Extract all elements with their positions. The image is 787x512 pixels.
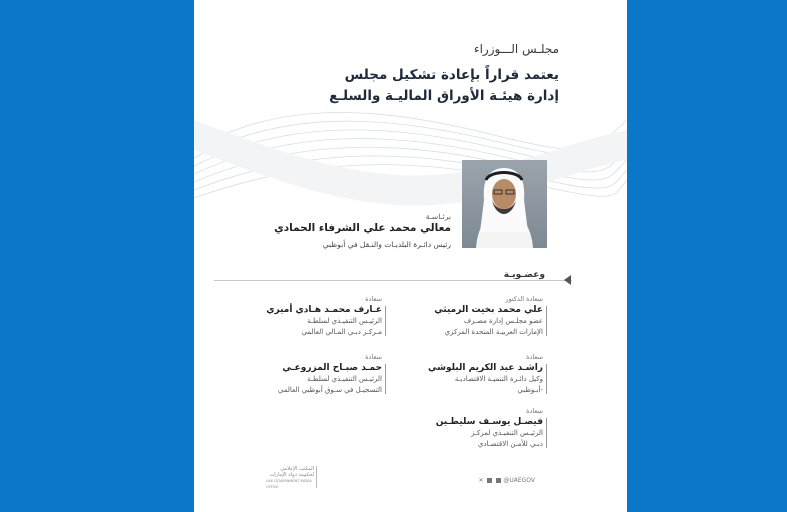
- member-card: [252, 295, 382, 337]
- social-handle: [479, 477, 535, 484]
- office-line-3: UAE GOVERNMENT MEDIA OFFICE: [266, 479, 312, 489]
- member-name: عـارف محمـد هـادي أميري: [266, 305, 382, 315]
- member-role-line-1: الرئيـس التنفيـذي لمركـز: [471, 429, 543, 437]
- member-role-line-2: الإمارات العربيـة المتحدة المركزي: [444, 328, 543, 336]
- member-title: سعادة: [526, 353, 543, 361]
- office-line-1: المكتب الإعلامي: [280, 466, 314, 472]
- member-role-line-1: الرئيـس التنفيـذي لسلطـة: [307, 317, 382, 325]
- section-divider: [214, 280, 572, 281]
- member-title: سعادة الدكتور: [505, 295, 543, 303]
- chairman-label: برئـاسـة: [425, 212, 451, 221]
- member-card: [413, 353, 543, 395]
- handle-text: @UAEGOV: [503, 477, 535, 484]
- news-card: [194, 0, 627, 512]
- media-office-logo: [266, 466, 314, 490]
- portrait-illustration: [462, 160, 547, 248]
- member-name: راشـد عبد الكريم البلوشي: [428, 363, 543, 373]
- chairman-portrait: [462, 160, 547, 248]
- x-icon: ✕: [478, 477, 484, 484]
- youtube-icon: [496, 478, 501, 483]
- chairman-role: رئيس دائـرة البلديـات والنـقل في أبوظبي: [322, 240, 451, 249]
- member-role-line-2: -أبـوظبي: [517, 386, 543, 394]
- member-bar: [385, 306, 386, 336]
- member-role-line-1: وكيل دائـرة التنميـة الاقتصاديـة: [454, 375, 543, 383]
- member-role-line-2: التسجيـل في سـوق أبوظبي العالمي: [277, 386, 382, 394]
- member-title: سعادة: [365, 353, 382, 361]
- member-bar: [546, 418, 547, 448]
- footer-divider: [316, 466, 317, 488]
- member-card: [413, 295, 543, 337]
- member-bar: [385, 364, 386, 394]
- member-bar: [546, 364, 547, 394]
- member-role-line-2: دبـي للأمـن الاقتصـادي: [477, 440, 543, 448]
- member-name: حمـد صبـاح المزروعـي: [282, 363, 382, 373]
- chairman-name: معالي محمد علي الشرفاء الحمادي: [274, 222, 451, 234]
- member-card: [252, 353, 382, 395]
- member-name: فيصـل يوسـف سليطـين: [435, 417, 543, 427]
- member-card: [413, 407, 543, 449]
- headline-line-1: يعتمد قراراً بإعادة تشكيل مجلس: [344, 67, 559, 83]
- members-title: وعضـويـة: [503, 270, 545, 280]
- member-title: سعادة: [365, 295, 382, 303]
- member-role-line-1: الرئيـس التنفيـذي لسلطـة: [307, 375, 382, 383]
- member-bar: [546, 306, 547, 336]
- member-role-line-2: مـركـز دبـي المـالي العالمي: [301, 328, 382, 336]
- headline-line-2: إدارة هيئـة الأوراق الماليـة والسلـع: [329, 88, 559, 104]
- instagram-icon: [487, 478, 492, 483]
- office-line-2: لحكومة دولة الإمارات: [269, 472, 314, 478]
- member-name: علي محمد بخيت الرميثي: [434, 305, 543, 315]
- member-role-line-1: عضو مجلـس إدارة مصـرف: [463, 317, 543, 325]
- ministry-title: مجلـس الـــوزراء: [473, 42, 559, 56]
- member-title: سعادة: [526, 407, 543, 415]
